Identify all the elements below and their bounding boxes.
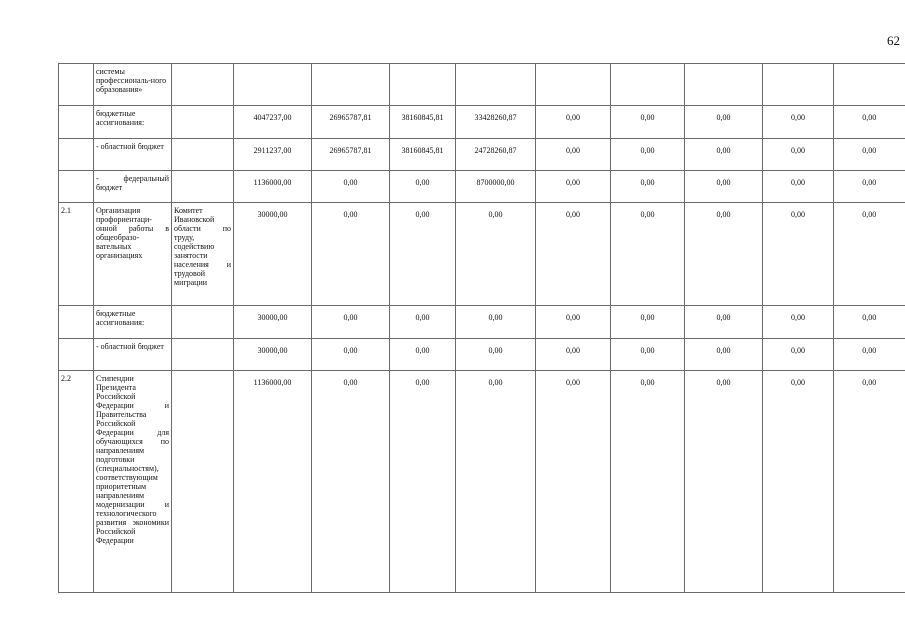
funding-value-cell: 0,00 bbox=[456, 339, 536, 371]
funding-value-cell bbox=[834, 64, 905, 106]
funding-value-cell: 0,00 bbox=[763, 171, 834, 203]
funding-value-cell: 0,00 bbox=[834, 139, 905, 171]
funding-value-cell: 0,00 bbox=[611, 139, 685, 171]
funding-value-cell bbox=[234, 64, 312, 106]
row-index bbox=[59, 306, 94, 339]
row-description: - федеральный бюджет bbox=[94, 171, 172, 203]
funding-value-cell bbox=[312, 64, 390, 106]
funding-value-cell: 0,00 bbox=[536, 203, 611, 306]
table-row bbox=[59, 371, 905, 593]
funding-value-cell: 38160845,81 bbox=[390, 139, 456, 171]
row-description: - областной бюджет bbox=[94, 139, 172, 171]
funding-value-cell: 0,00 bbox=[834, 339, 905, 371]
funding-value-cell: 0,00 bbox=[834, 306, 905, 339]
row-description: бюджетные ассигнования: bbox=[94, 106, 172, 139]
funding-value-cell: 0,00 bbox=[763, 306, 834, 339]
row-index bbox=[59, 171, 94, 203]
row-description: системы профессиональ-ного образования» bbox=[94, 64, 172, 106]
row-description: Организация профориентаци-онной работы в общеобразо-вательных организациях bbox=[94, 203, 172, 306]
row-index bbox=[59, 106, 94, 139]
funding-value-cell: 0,00 bbox=[834, 371, 905, 593]
funding-value-cell: 0,00 bbox=[685, 371, 763, 593]
funding-value-cell: 0,00 bbox=[685, 106, 763, 139]
row-index bbox=[59, 339, 94, 371]
funding-value-cell: 0,00 bbox=[611, 203, 685, 306]
funding-value-cell: 0,00 bbox=[312, 306, 390, 339]
funding-value-cell: 8700000,00 bbox=[456, 171, 536, 203]
row-executor: Комитет Ивановской области по труду, содействию занятости населения и трудовой миграции bbox=[172, 203, 234, 306]
row-description: Стипендии Президента Российской Федерации и Правительства Российской Федерации для обучающихся по направлениям подготовки (специальностям), соответствующим приоритетным направлениям модернизации и технологического развития экономики Российской Федерации bbox=[94, 371, 172, 593]
funding-value-cell: 0,00 bbox=[685, 203, 763, 306]
row-executor bbox=[172, 106, 234, 139]
funding-value-cell: 0,00 bbox=[390, 339, 456, 371]
funding-value-cell: 1136000,00 bbox=[234, 371, 312, 593]
funding-value-cell: 0,00 bbox=[536, 171, 611, 203]
funding-value-cell: 0,00 bbox=[536, 139, 611, 171]
funding-value-cell bbox=[685, 64, 763, 106]
funding-value-cell: 0,00 bbox=[312, 203, 390, 306]
funding-value-cell: 26965787,81 bbox=[312, 106, 390, 139]
table-row bbox=[59, 139, 905, 171]
table-row bbox=[59, 306, 905, 339]
funding-value-cell: 24728260,87 bbox=[456, 139, 536, 171]
funding-value-cell: 33428260,87 bbox=[456, 106, 536, 139]
funding-value-cell: 0,00 bbox=[312, 171, 390, 203]
table-row bbox=[59, 339, 905, 371]
funding-value-cell bbox=[456, 64, 536, 106]
funding-value-cell bbox=[611, 64, 685, 106]
row-executor bbox=[172, 139, 234, 171]
funding-value-cell bbox=[763, 64, 834, 106]
row-executor bbox=[172, 64, 234, 106]
funding-value-cell: 0,00 bbox=[456, 371, 536, 593]
funding-value-cell: 38160845,81 bbox=[390, 106, 456, 139]
funding-value-cell: 0,00 bbox=[611, 306, 685, 339]
row-index: 2.1 bbox=[59, 203, 94, 306]
funding-value-cell: 0,00 bbox=[685, 339, 763, 371]
funding-value-cell: 0,00 bbox=[390, 371, 456, 593]
funding-value-cell: 0,00 bbox=[763, 106, 834, 139]
funding-value-cell bbox=[536, 64, 611, 106]
funding-value-cell: 0,00 bbox=[390, 306, 456, 339]
funding-value-cell: 26965787,81 bbox=[312, 139, 390, 171]
table-row bbox=[59, 171, 905, 203]
funding-value-cell: 0,00 bbox=[685, 171, 763, 203]
funding-value-cell: 0,00 bbox=[456, 306, 536, 339]
funding-value-cell: 0,00 bbox=[536, 339, 611, 371]
funding-value-cell: 0,00 bbox=[611, 171, 685, 203]
row-executor bbox=[172, 306, 234, 339]
budget-table bbox=[58, 63, 905, 593]
funding-value-cell: 0,00 bbox=[763, 371, 834, 593]
funding-value-cell: 0,00 bbox=[763, 203, 834, 306]
row-index: 2.2 bbox=[59, 371, 94, 593]
funding-value-cell: 0,00 bbox=[312, 339, 390, 371]
funding-value-cell: 0,00 bbox=[390, 203, 456, 306]
funding-value-cell: 2911237,00 bbox=[234, 139, 312, 171]
table-row bbox=[59, 64, 905, 106]
table-row bbox=[59, 203, 905, 306]
funding-value-cell: 30000,00 bbox=[234, 203, 312, 306]
funding-value-cell: 0,00 bbox=[763, 339, 834, 371]
funding-value-cell: 0,00 bbox=[390, 171, 456, 203]
funding-value-cell: 0,00 bbox=[611, 339, 685, 371]
table-row bbox=[59, 106, 905, 139]
funding-value-cell: 0,00 bbox=[312, 371, 390, 593]
funding-value-cell: 0,00 bbox=[536, 306, 611, 339]
row-description: - областной бюджет bbox=[94, 339, 172, 371]
funding-value-cell: 0,00 bbox=[536, 106, 611, 139]
row-index bbox=[59, 64, 94, 106]
funding-value-cell: 30000,00 bbox=[234, 339, 312, 371]
funding-value-cell: 0,00 bbox=[834, 171, 905, 203]
funding-value-cell: 0,00 bbox=[536, 371, 611, 593]
funding-value-cell: 0,00 bbox=[763, 139, 834, 171]
row-executor bbox=[172, 371, 234, 593]
funding-value-cell: 0,00 bbox=[834, 106, 905, 139]
row-description: бюджетные ассигнования: bbox=[94, 306, 172, 339]
funding-value-cell: 0,00 bbox=[456, 203, 536, 306]
row-executor bbox=[172, 339, 234, 371]
funding-value-cell: 30000,00 bbox=[234, 306, 312, 339]
funding-value-cell: 1136000,00 bbox=[234, 171, 312, 203]
page-number: 62 bbox=[887, 33, 900, 48]
funding-value-cell: 0,00 bbox=[611, 371, 685, 593]
funding-value-cell bbox=[390, 64, 456, 106]
row-executor bbox=[172, 171, 234, 203]
funding-value-cell: 0,00 bbox=[834, 203, 905, 306]
funding-value-cell: 0,00 bbox=[685, 139, 763, 171]
funding-value-cell: 0,00 bbox=[611, 106, 685, 139]
row-index bbox=[59, 139, 94, 171]
funding-value-cell: 4047237,00 bbox=[234, 106, 312, 139]
funding-value-cell: 0,00 bbox=[685, 306, 763, 339]
